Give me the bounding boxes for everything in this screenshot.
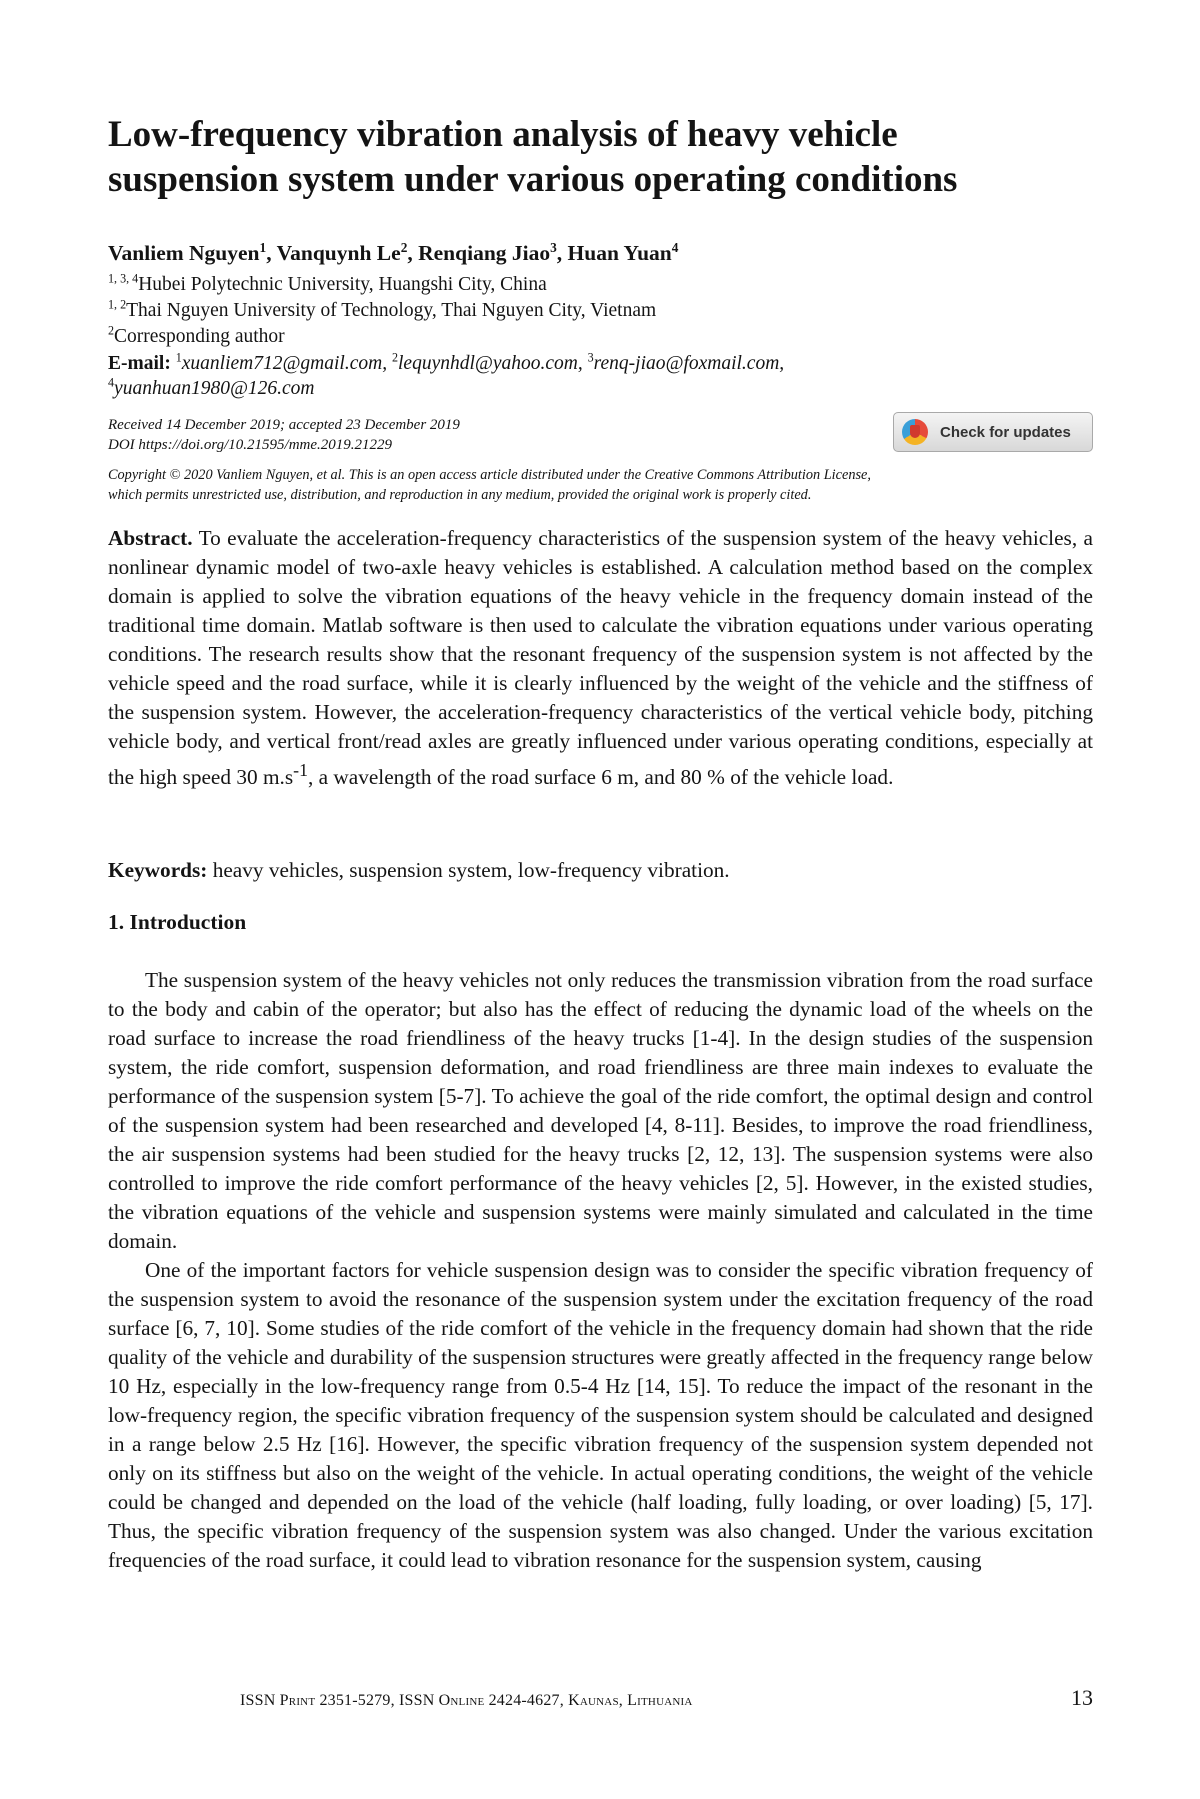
author-sup: 2	[400, 239, 408, 255]
paragraph: One of the important factors for vehicle suspension design was to consider the specific vibration frequency of the suspension system to avoid the resonance of the suspension system under the excitation frequency of the road surface [6, 7, 10]. Some studies of the ride comfort of the vehicle in the frequency domain had shown that the ride quality of the vehicle and durability of the suspension structures were greatly affected in the frequency range below 10 Hz, especially in the low-frequency range from 0.5-4 Hz [14, 15]. To reduce the impact of the resonant in the low-frequency region, the specific vibration frequency of the suspension system should be calculated and designed in a range below 2.5 Hz [16]. However, the specific vibration frequency of the suspension system depended not only on its stiffness but also on the weight of the vehicle. In actual operating conditions, the weight of the vehicle could be changed and depended on the load of the vehicle (half loading, fully loading, or over loading) [5, 17]. Thus, the specific vibration frequency of the suspension system was also changed. Under the various excitation frequencies of the road surface, it could lead to vibration resonance for the suspension system, causing	[108, 1258, 1093, 1572]
check-for-updates-button[interactable]	[893, 412, 1093, 452]
copyright-line-2: which permits unrestricted use, distribution, and reproduction in any medium, provided the original work is properly cited.	[108, 487, 812, 503]
author-name: Huan Yuan	[567, 241, 672, 265]
article-dates	[108, 415, 460, 455]
doi-link[interactable]: DOI https://doi.org/10.21595/mme.2019.21229	[108, 437, 393, 453]
copyright-notice	[108, 465, 1093, 505]
abstract-text-end: , a wavelength of the road surface 6 m, and 80 % of the vehicle load.	[307, 765, 894, 790]
email-link[interactable]: yuanhuan1980@126.com	[114, 378, 315, 399]
title-line-2: suspension system under various operating conditions	[108, 159, 958, 200]
author-list: Vanliem Nguyen$^1$, Vanquynh Le$^2$, Renqiang Jiao$^3$, Huan Yuan$^4$	[108, 239, 679, 265]
email-sup: 2	[391, 350, 398, 365]
paper-title	[108, 112, 1093, 202]
affiliation-text: Thai Nguyen University of Technology, Thai Nguyen City, Vietnam	[126, 300, 657, 321]
paragraph: The suspension system of the heavy vehicles not only reduces the transmission vibration from the road surface to the body and cabin of the operator; but also has the effect of reducing the dynamic load of the wheels on the road surface to increase the road friendliness of the heavy trucks [1-4]. In the design studies of the suspension system, the ride comfort, suspension deformation, and road friendliness are three main indexes to evaluate the performance of the suspension system [5-7]. To achieve the goal of the ride comfort, the optimal design and control of the suspension system had been researched and developed [4, 8-11]. Besides, to improve the road friendliness, the air suspension systems had been studied for the heavy trucks [2, 12, 13]. The suspension systems were also controlled to improve the ride comfort performance of the heavy vehicles [2, 5]. However, in the existed studies, the vibration equations of the vehicle and suspension systems were mainly simulated and calculated in the time domain.	[108, 968, 1093, 1253]
introduction-body	[108, 966, 1093, 1575]
affiliation-sup: 2	[108, 323, 115, 338]
abstract-label: Abstract.	[108, 526, 193, 550]
keywords	[108, 856, 730, 885]
email-link[interactable]: lequynhdl@yahoo.com,	[398, 353, 583, 374]
abstract-text: To evaluate the acceleration-frequency characteristics of the suspension system of the heavy vehicles, a nonlinear dynamic model of two-axle heavy vehicles is established. A calculation method based on the complex domain is applied to solve the vibration equations of the heavy vehicle in the frequency domain instead of the traditional time domain. Matlab software is then used to calculate the vibration equations under various operating conditions. The research results show that the resonant frequency of the suspension system is not affected by the vehicle speed and the road surface, while it is clearly influenced by the weight of the vehicle and the stiffness of the suspension system. However, the acceleration-frequency characteristics of the vertical vehicle body, pitching vehicle body, and vertical front/read axles are greatly influenced under various operating conditions, especially at the high speed 30 m.s	[108, 526, 1093, 790]
corresponding-author-note	[108, 325, 285, 349]
email-sup: 1	[175, 350, 182, 365]
email-sup: 4	[108, 375, 115, 390]
copyright-line-1: Copyright © 2020 Vanliem Nguyen, et al. This is an open access article distributed under the Creative Commons Attribution License,	[108, 467, 871, 483]
received-accepted: Received 14 December 2019; accepted 23 December 2019	[108, 417, 460, 433]
affiliation-text: Hubei Polytechnic University, Huangshi City, China	[138, 274, 547, 295]
email-sup: 3	[587, 350, 594, 365]
affiliation-sup: 1, 3, 4	[108, 271, 139, 286]
affiliation-2	[108, 299, 656, 323]
email-label: E-mail:	[108, 353, 171, 374]
author-sup: 3	[550, 239, 557, 255]
title-line-1: Low-frequency vibration analysis of heavy vehicle	[108, 114, 898, 155]
affiliation-text: Corresponding author	[114, 326, 285, 347]
check-for-updates-icon	[902, 419, 928, 445]
journal-footer: ISSN Print 2351-5279, ISSN Online 2424-4627, Kaunas, Lithuania	[240, 1692, 693, 1709]
author-name: Renqiang Jiao	[418, 241, 551, 265]
email-link[interactable]: xuanliem712@gmail.com,	[181, 353, 388, 374]
check-for-updates-label: Check for updates	[940, 423, 1071, 441]
page-number: 13	[1071, 1685, 1093, 1710]
affiliation-sup: 1, 2	[108, 297, 127, 312]
abstract-unit-sup: -1	[293, 760, 308, 780]
keywords-label: Keywords:	[108, 858, 208, 882]
affiliation-1	[108, 273, 547, 297]
email-block	[108, 351, 1093, 401]
section-heading-introduction: 1. Introduction	[108, 910, 247, 934]
abstract	[108, 524, 1093, 792]
email-link[interactable]: renq-jiao@foxmail.com,	[593, 353, 785, 374]
author-name: Vanquynh Le	[276, 241, 401, 265]
author-sup: 4	[671, 239, 679, 255]
author-name: Vanliem Nguyen	[108, 241, 260, 265]
keywords-text: heavy vehicles, suspension system, low-frequency vibration.	[207, 858, 730, 882]
author-sup: 1	[259, 239, 267, 255]
